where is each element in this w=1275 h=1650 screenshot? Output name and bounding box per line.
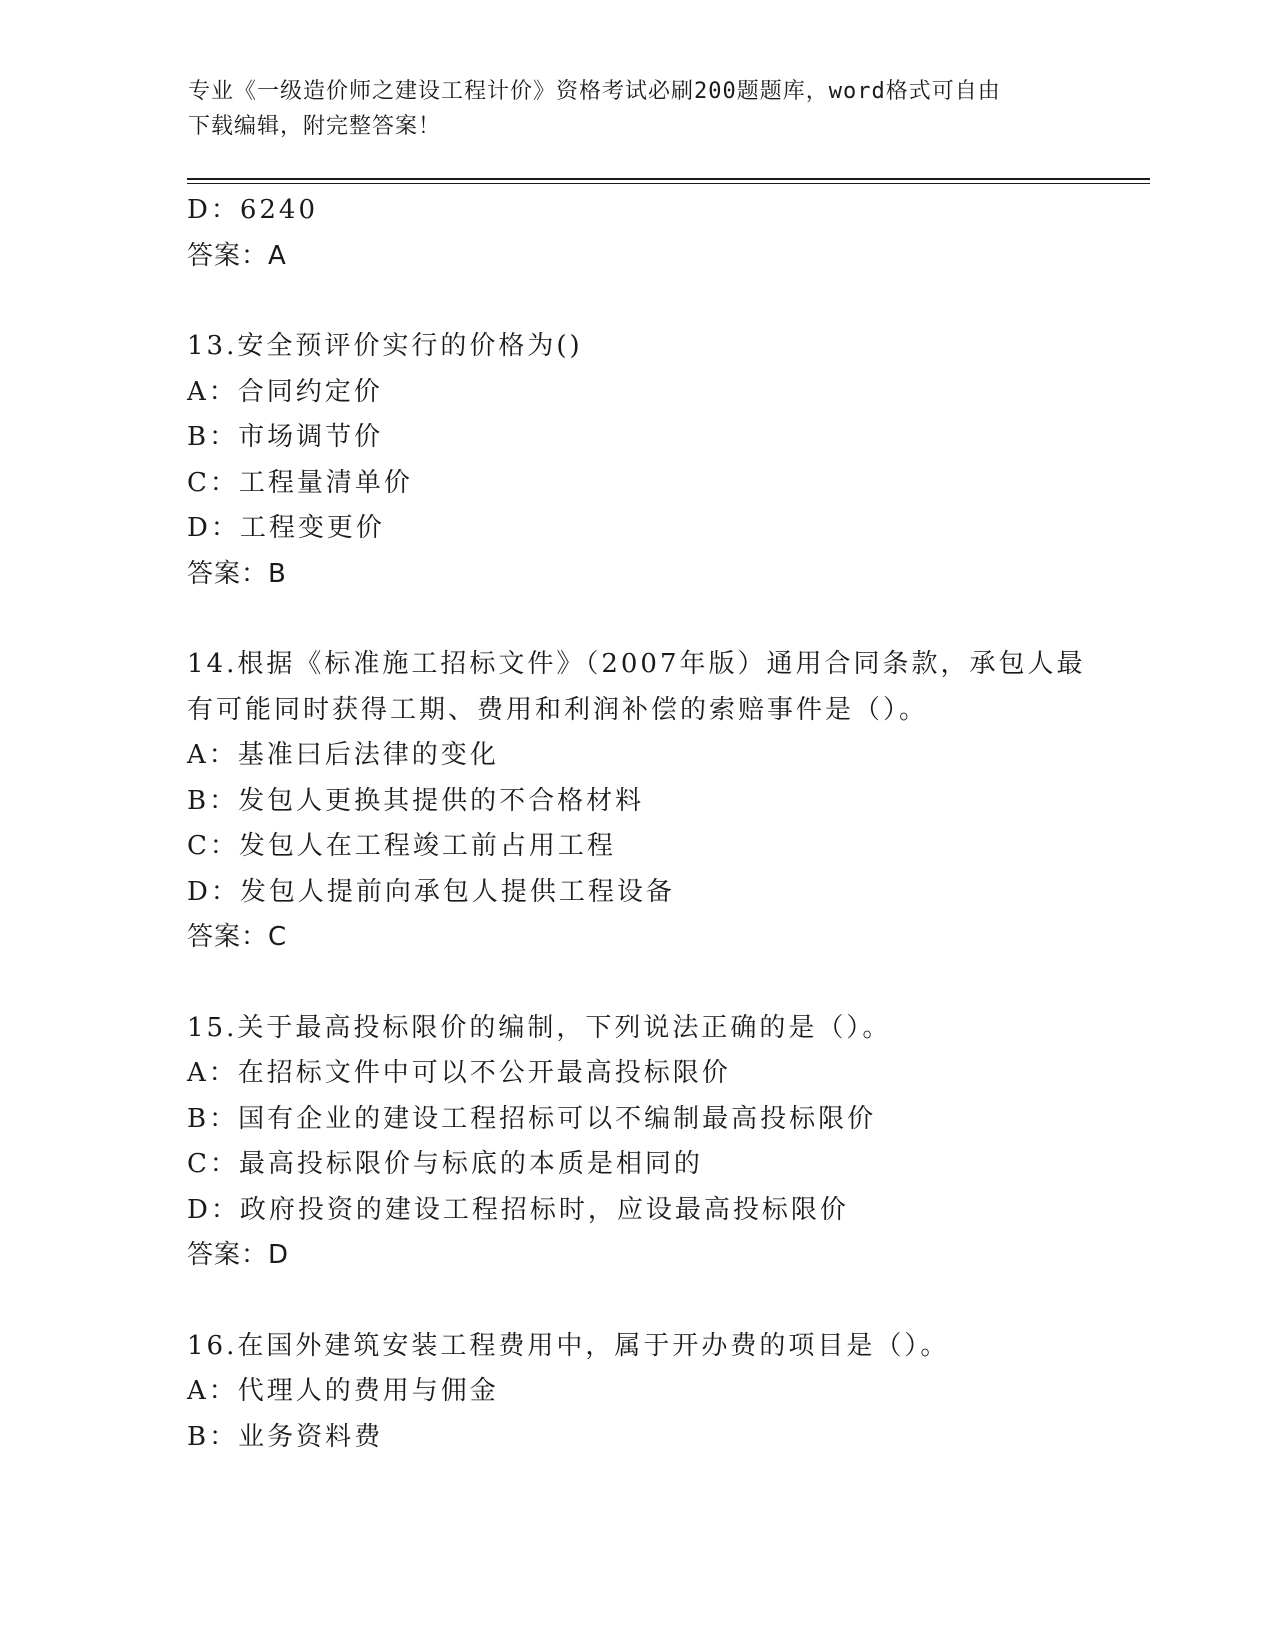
header-line-2: 下载编辑，附完整答案！ bbox=[188, 114, 442, 139]
question-spacer bbox=[187, 597, 1147, 642]
option-a: A：基准曰后法律的变化 bbox=[187, 740, 499, 770]
option-b: B：业务资料费 bbox=[187, 1421, 384, 1452]
option-d: D：发包人提前向承包人提供工程设备 bbox=[187, 876, 675, 907]
header-line-1: 专业《一级造价师之建设工程计价》资格考试必刷200题题库，word格式可自由 bbox=[188, 79, 1001, 104]
option-b: B：发包人更换其提供的不合格材料 bbox=[187, 785, 645, 816]
option-b: B：市场调节价 bbox=[187, 422, 384, 452]
option-d: D：6240 bbox=[187, 195, 319, 225]
option-d: D：工程变更价 bbox=[187, 513, 385, 543]
answer-line: 答案：D bbox=[187, 1240, 290, 1270]
option-c: C：工程量清单价 bbox=[187, 467, 413, 498]
question-stem-continued: 有可能同时获得工期、费用和利润补偿的索赔事件是（）。 bbox=[187, 694, 929, 725]
question-stem: 15.关于最高投标限价的编制，下列说法正确的是（）。 bbox=[187, 1012, 892, 1043]
option-a: A：合同约定价 bbox=[187, 376, 383, 407]
question-content bbox=[187, 188, 1147, 1460]
answer-line: 答案：B bbox=[187, 558, 287, 589]
header-divider-thin bbox=[187, 183, 1150, 184]
question-stem: 14.根据《标准施工招标文件》（2007年版）通用合同条款，承包人最 bbox=[187, 649, 1086, 679]
question-14 bbox=[187, 642, 1147, 961]
option-c: C：发包人在工程竣工前占用工程 bbox=[187, 831, 616, 861]
option-c: C：最高投标限价与标底的本质是相同的 bbox=[187, 1149, 703, 1179]
option-a: A：代理人的费用与佣金 bbox=[187, 1376, 499, 1406]
option-b: B：国有企业的建设工程招标可以不编制最高投标限价 bbox=[187, 1103, 877, 1134]
question-spacer bbox=[187, 961, 1147, 1006]
question-spacer bbox=[187, 279, 1147, 324]
answer-line: 答案：A bbox=[187, 240, 287, 271]
question-15 bbox=[187, 1006, 1147, 1279]
option-a: A：在招标文件中可以不公开最高投标限价 bbox=[187, 1058, 731, 1088]
option-d: D：政府投资的建设工程招标时，应设最高投标限价 bbox=[187, 1194, 849, 1225]
answer-line: 答案：C bbox=[187, 922, 288, 952]
question-13 bbox=[187, 324, 1147, 597]
question-stem: 16.在国外建筑安装工程费用中，属于开办费的项目是（）。 bbox=[187, 1330, 950, 1361]
document-header bbox=[188, 74, 1088, 144]
header-divider bbox=[187, 178, 1150, 180]
question-spacer bbox=[187, 1279, 1147, 1324]
question-16 bbox=[187, 1324, 1147, 1461]
question-stem: 13.安全预评价实行的价格为() bbox=[187, 331, 583, 361]
